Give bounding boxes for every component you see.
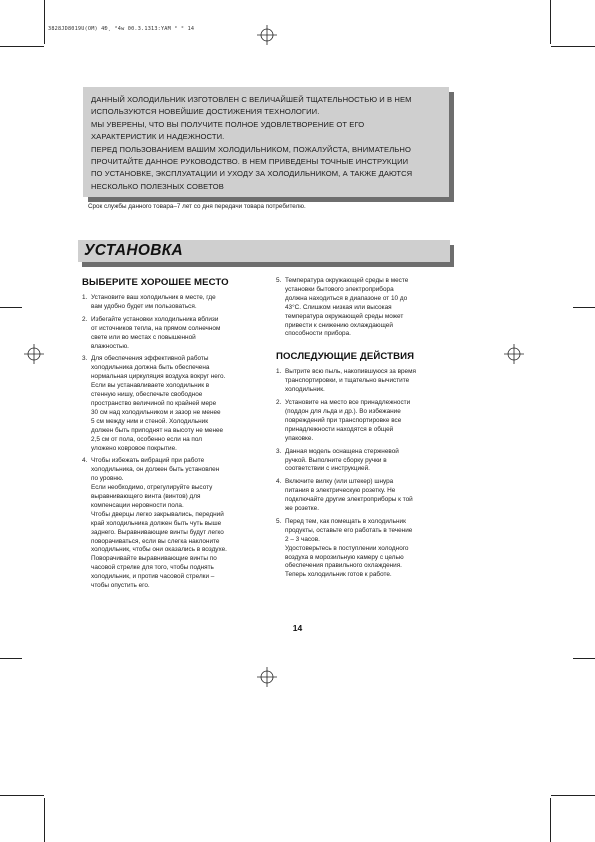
- item-line: должен быть приподнят на высоту не менее: [91, 426, 224, 434]
- intro-line: ХАРАКТЕРИСТИК И НАДЕЖНОСТИ.: [91, 132, 225, 142]
- item-line: стенную нишу, обеспечьте свободное: [91, 391, 203, 399]
- list-item: [276, 518, 461, 580]
- item-line: же розетке.: [285, 505, 319, 513]
- item-line: ручкой. Выполните сборку ручки в: [285, 456, 387, 464]
- crop-mark-top-right-v: [550, 0, 551, 44]
- item-line: 30 см над холодильником и зазор не менее: [91, 408, 221, 416]
- item-line: 43°С. Слишком низкая или высокая: [285, 303, 392, 311]
- item-line: чтобы опустить его.: [91, 582, 150, 590]
- item-line: способности прибора.: [285, 330, 351, 338]
- item-line: продукты, оставьте его работать в течение: [285, 526, 413, 534]
- item-number: 5.: [276, 277, 282, 284]
- next-steps-heading: ПОСЛЕДУЮЩИЕ ДЕЙСТВИЯ: [276, 351, 415, 363]
- item-line: принадлежности находятся в общей: [285, 425, 394, 433]
- section-title: УСТАНОВКА: [84, 242, 184, 259]
- item-line: 2 – 3 часов.: [285, 535, 320, 543]
- item-line: обеспечения правильного охлаждения.: [285, 562, 402, 570]
- crop-mark-top-left-h: [0, 46, 44, 47]
- item-line: Если вы устанавливаете холодильник в: [91, 382, 210, 390]
- item-line: Чтобы дверцы легко закрывались, передний: [91, 510, 224, 518]
- item-line: уложено ковровое покрытие.: [91, 444, 177, 452]
- choose-place-heading: ВЫБЕРИТЕ ХОРОШЕЕ МЕСТО: [82, 277, 229, 288]
- item-line: Включите вилку (или штекер) шнура: [285, 478, 394, 486]
- crop-mark-bottom-left-v: [44, 798, 45, 842]
- item-line: Теперь холодильник готов к работе.: [285, 571, 392, 579]
- intro-line: МЫ УВЕРЕНЫ, ЧТО ВЫ ПОЛУЧИТЕ ПОЛНОЕ УДОВЛЕТВОРЕНИЕ ОТ ЕГО: [91, 119, 365, 129]
- item-line: Перед тем, как помещать в холодильник: [285, 517, 406, 525]
- intro-line: ПО УСТАНОВКЕ, ЭКСПЛУАТАЦИИ И УХОДУ ЗА ХОЛОДИЛЬНИКОМ, А ТАКЖЕ ДАЮТСЯ: [91, 169, 413, 179]
- crop-mark-bottom-right-h: [551, 795, 595, 796]
- list-item: [276, 277, 461, 339]
- item-number: 2.: [82, 315, 88, 323]
- item-line: Температура окружающей среды в месте: [285, 277, 409, 284]
- registration-target-right-icon: [504, 344, 524, 364]
- registration-target-left-icon: [24, 344, 44, 364]
- item-line: Если необходимо, отрегулируйте высоту: [91, 484, 213, 492]
- item-number: 1.: [276, 368, 282, 376]
- item-line: выравнивающего винта (винтов) для: [91, 493, 201, 501]
- item-line: компенсации неровности пола.: [91, 501, 184, 509]
- item-line: часовой стрелке для того, чтобы поднять: [91, 564, 214, 572]
- intro-line: ПЕРЕД ПОЛЬЗОВАНИЕМ ВАШИМ ХОЛОДИЛЬНИКОМ, ПОЖАЛУЙСТА, ВНИМАТЕЛЬНО: [91, 144, 411, 154]
- item-line: воздуха в морозильную камеру с целью: [285, 553, 404, 561]
- list-item: [276, 478, 461, 514]
- item-line: 5 см между ним и стеной. Холодильник: [91, 417, 209, 425]
- item-number: 4.: [82, 457, 88, 465]
- item-line: холодильник.: [285, 386, 325, 394]
- crop-mark-right-mid-a: [573, 307, 595, 308]
- item-line: Для обеспечения эффективной работы: [91, 355, 209, 363]
- item-number: 5.: [276, 517, 282, 525]
- item-line: вам удобно будет им пользоваться.: [91, 302, 197, 310]
- item-line: Установите ваш холодильник в месте, где: [91, 294, 216, 301]
- item-line: по уровню.: [91, 475, 124, 483]
- print-header-info: 3828JD8019U(OM) 4Ð¸ °4w 00.3.1313:YAM ° ° 14: [48, 26, 195, 32]
- item-number: 4.: [276, 478, 282, 486]
- page-number: 14: [292, 623, 303, 633]
- item-line: холодильник, и против часовой стрелки –: [91, 573, 215, 581]
- crop-mark-bottom-left-h: [0, 795, 44, 796]
- item-line: установки бытового электроприбора: [285, 285, 394, 293]
- list-item: [82, 355, 267, 453]
- item-line: поворачиваться, если вы слегка наклоните: [91, 537, 220, 545]
- item-number: 3.: [276, 447, 282, 455]
- item-line: привести к снижению охлаждающей: [285, 321, 393, 329]
- item-number: 3.: [82, 355, 88, 363]
- item-line: заднего. Выравнивающие винты будут легко: [91, 528, 224, 536]
- item-line: питания в электрическую розетку. Не: [285, 487, 396, 495]
- section-bar: [78, 240, 450, 262]
- item-line: Установите на место все принадлежности: [285, 399, 411, 407]
- crop-mark-right-mid-b: [573, 658, 595, 659]
- list-item: [276, 448, 461, 475]
- list-item: [82, 294, 267, 312]
- crop-mark-left-mid-b: [0, 658, 22, 659]
- item-line: Чтобы избежать вибраций при работе: [91, 457, 205, 465]
- item-line: холодильника должна быть обеспечена: [91, 364, 210, 372]
- item-line: Вытрите всю пыль, накопившуюся за время: [285, 368, 416, 376]
- item-line: подключайте другие электроприборы к той: [285, 496, 413, 504]
- list-item: [276, 368, 461, 395]
- item-line: упаковке.: [285, 434, 314, 442]
- item-line: (поддон для льда и др.). Во избежание: [285, 407, 401, 415]
- item-line: холодильника, он должен быть установлен: [91, 466, 220, 474]
- intro-line: НЕСКОЛЬКО ПОЛЕЗНЫХ СОВЕТОВ: [91, 181, 224, 191]
- item-line: Поворачивайте выравнивающие винты по: [91, 555, 217, 563]
- left-column: [82, 277, 267, 595]
- item-line: влажностью.: [91, 342, 129, 350]
- item-line: свете или во местах с повышенной: [91, 333, 196, 341]
- crop-mark-left-mid-a: [0, 307, 22, 308]
- service-life-note: Срок службы данного товара–7 лет со дня передачи товара потребителю.: [88, 203, 306, 210]
- item-line: край холодильника должен быть чуть выше: [91, 519, 222, 527]
- crop-mark-bottom-right-v: [550, 798, 551, 842]
- item-line: пространство величиной по крайней мере: [91, 399, 217, 407]
- list-item: [276, 399, 461, 444]
- item-line: Данная модель оснащена стержневой: [285, 447, 399, 455]
- item-number: 2.: [276, 399, 282, 407]
- item-line: температура окружающей среды может: [285, 312, 404, 320]
- intro-box: [83, 87, 449, 197]
- crop-mark-top-right-h: [551, 46, 595, 47]
- item-line: повреждений при транспортировке все: [285, 416, 402, 424]
- registration-target-bottom-icon: [257, 667, 277, 687]
- intro-line: ДАННЫЙ ХОЛОДИЛЬНИК ИЗГОТОВЛЕН С ВЕЛИЧАЙШЕЙ ТЩАТЕЛЬНОСТЬЮ И В НЕМ: [91, 95, 412, 104]
- list-item: [82, 316, 267, 352]
- list-item: [82, 457, 267, 591]
- intro-line: ПРОЧИТАЙТЕ ДАННОЕ РУКОВОДСТВО. В НЕМ ПРИВЕДЕНЫ ТОЧНЫЕ ИНСТРУКЦИИ: [91, 157, 409, 167]
- right-column: [276, 277, 461, 584]
- item-line: транспортировки, и тщательно вычистите: [285, 377, 410, 385]
- intro-line: ИСПОЛЬЗУЮТСЯ НОВЕЙШИЕ ДОСТИЖЕНИЯ ТЕХНОЛОГИИ.: [91, 107, 320, 117]
- item-line: нормальная циркуляция воздуха вокруг него.: [91, 373, 226, 381]
- registration-target-top-icon: [257, 25, 277, 45]
- item-line: от источников тепла, на прямом солнечном: [91, 324, 221, 332]
- item-line: Удостоверьтесь в поступлении холодного: [285, 544, 409, 552]
- item-line: соответствии с инструкцией.: [285, 465, 370, 473]
- crop-mark-top-left-v: [44, 0, 45, 44]
- item-line: холодильник, чтобы они оказались в воздухе.: [91, 546, 227, 554]
- item-number: 1.: [82, 294, 88, 301]
- item-line: Избегайте установки холодильника вблизи: [91, 315, 219, 323]
- item-line: должна находиться в диапазоне от 10 до: [285, 294, 408, 302]
- item-line: 2,5 см от пола, особенно если на пол: [91, 435, 203, 443]
